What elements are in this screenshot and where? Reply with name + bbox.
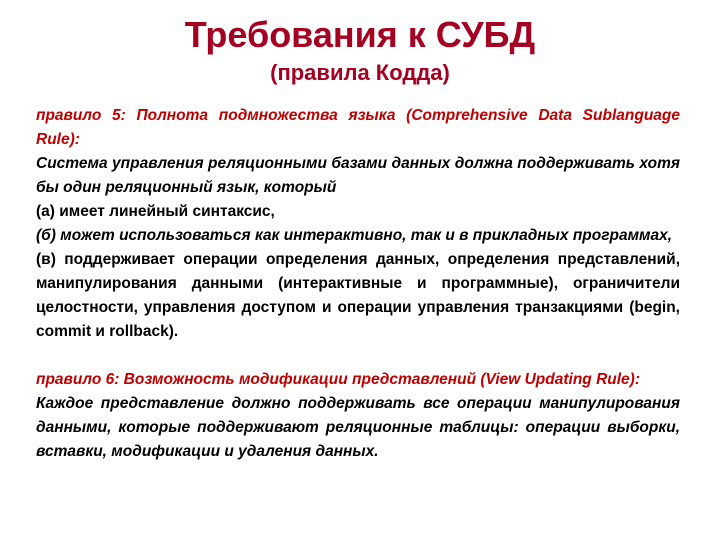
rule-6-heading: правило 6: Возможность модификации представлений (View Updating Rule): [36, 371, 640, 388]
slide-subtitle: (правила Кодда) [270, 60, 450, 85]
rule-5-item-b: (б) может использоваться как интерактивно, так и в прикладных программах, [36, 227, 673, 244]
paragraph-spacer [36, 344, 680, 368]
rule-5-item-c: (в) поддерживает операции определения данных, определения представлений, манипулирования данными (интерактивные и программные), ограничители целостности, управления доступом и операции управления транзакциями (begin, commit и rollback). [36, 251, 680, 340]
rule-5-intro: Система управления реляционными базами данных должна поддерживать хотя бы один реляционный язык, который [36, 155, 680, 196]
slide-title: Требования к СУБД [184, 14, 536, 55]
slide-body [36, 104, 680, 464]
rule-5-heading: правило 5: Полнота подмножества языка (Comprehensive Data Sublanguage Rule): [36, 107, 680, 148]
rule-5-item-a: (а) имеет линейный синтаксис, [36, 203, 275, 220]
rule-6-text: Каждое представление должно поддерживать все операции манипулирования данными, которые поддерживают реляционные таблицы: операции выборки, вставки, модификации и удаления данных. [36, 395, 680, 460]
